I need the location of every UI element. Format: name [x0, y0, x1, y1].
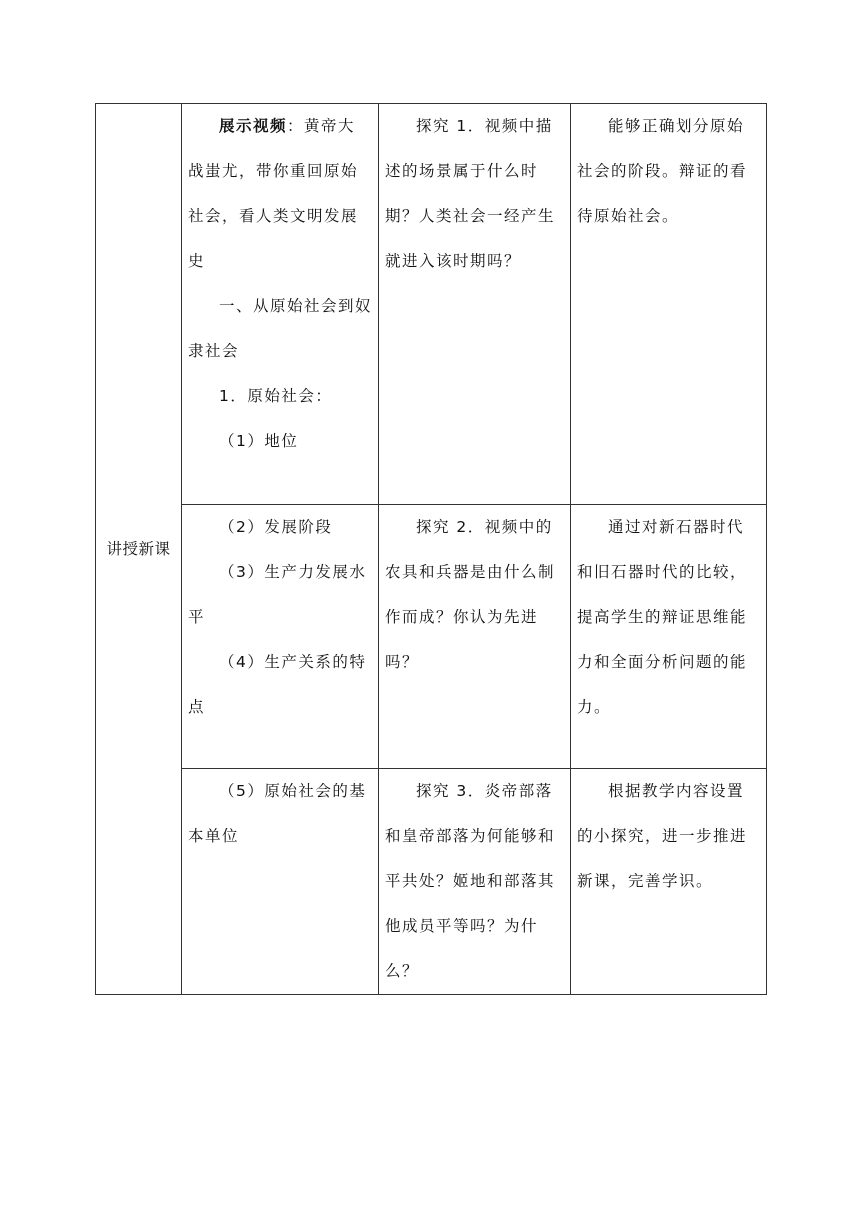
- section-label-cell: [96, 104, 182, 995]
- intent-cell: [571, 104, 767, 505]
- inquiry-cell: [379, 505, 571, 769]
- intent-text: 通过对新石器时代和旧石器时代的比较，提高学生的辩证思维能力和全面分析问题的能力。: [577, 518, 748, 716]
- content-paragraph: （3）生产力发展水平: [188, 563, 367, 626]
- intent-text: 能够正确划分原始社会的阶段。辩证的看待原始社会。: [577, 117, 748, 225]
- content-paragraph: （5）原始社会的基本单位: [188, 782, 367, 845]
- content-cell: [182, 104, 379, 505]
- inquiry-text: 探究 2．视频中的农具和兵器是由什么制作而成？你认为先进吗？: [385, 518, 556, 671]
- table-row: [96, 104, 767, 505]
- inquiry-cell: [379, 769, 571, 995]
- inquiry-text: 探究 1．视频中描述的场景属于什么时期？人类社会一经产生就进入该时期吗？: [385, 117, 556, 270]
- inquiry-text: 探究 3．炎帝部落和皇帝部落为何能够和平共处？姬地和部落其他成员平等吗？为什么？: [385, 782, 556, 980]
- content-cell: [182, 769, 379, 995]
- lesson-plan-table: [95, 103, 767, 995]
- intent-cell: [571, 769, 767, 995]
- content-paragraph: （2）发展阶段: [219, 518, 333, 536]
- section-label: 讲授新课: [106, 539, 171, 558]
- content-paragraph: 一、从原始社会到奴隶社会: [188, 297, 373, 360]
- content-paragraph: （1）地位: [219, 432, 299, 450]
- video-lead-text: ：黄帝大战蚩尤，带你重回原始社会，看人类文明发展史: [188, 117, 359, 270]
- intent-text: 根据教学内容设置的小探究，进一步推进新课，完善学识。: [577, 782, 748, 890]
- content-paragraph: （4）生产关系的特点: [188, 653, 367, 716]
- content-cell: [182, 505, 379, 769]
- table-row: [96, 505, 767, 769]
- video-lead-label: 展示视频: [219, 117, 288, 135]
- inquiry-cell: [379, 104, 571, 505]
- content-paragraph: 1．原始社会：: [219, 387, 333, 405]
- intent-cell: [571, 505, 767, 769]
- table-row: [96, 769, 767, 995]
- content-paragraph: [188, 104, 372, 284]
